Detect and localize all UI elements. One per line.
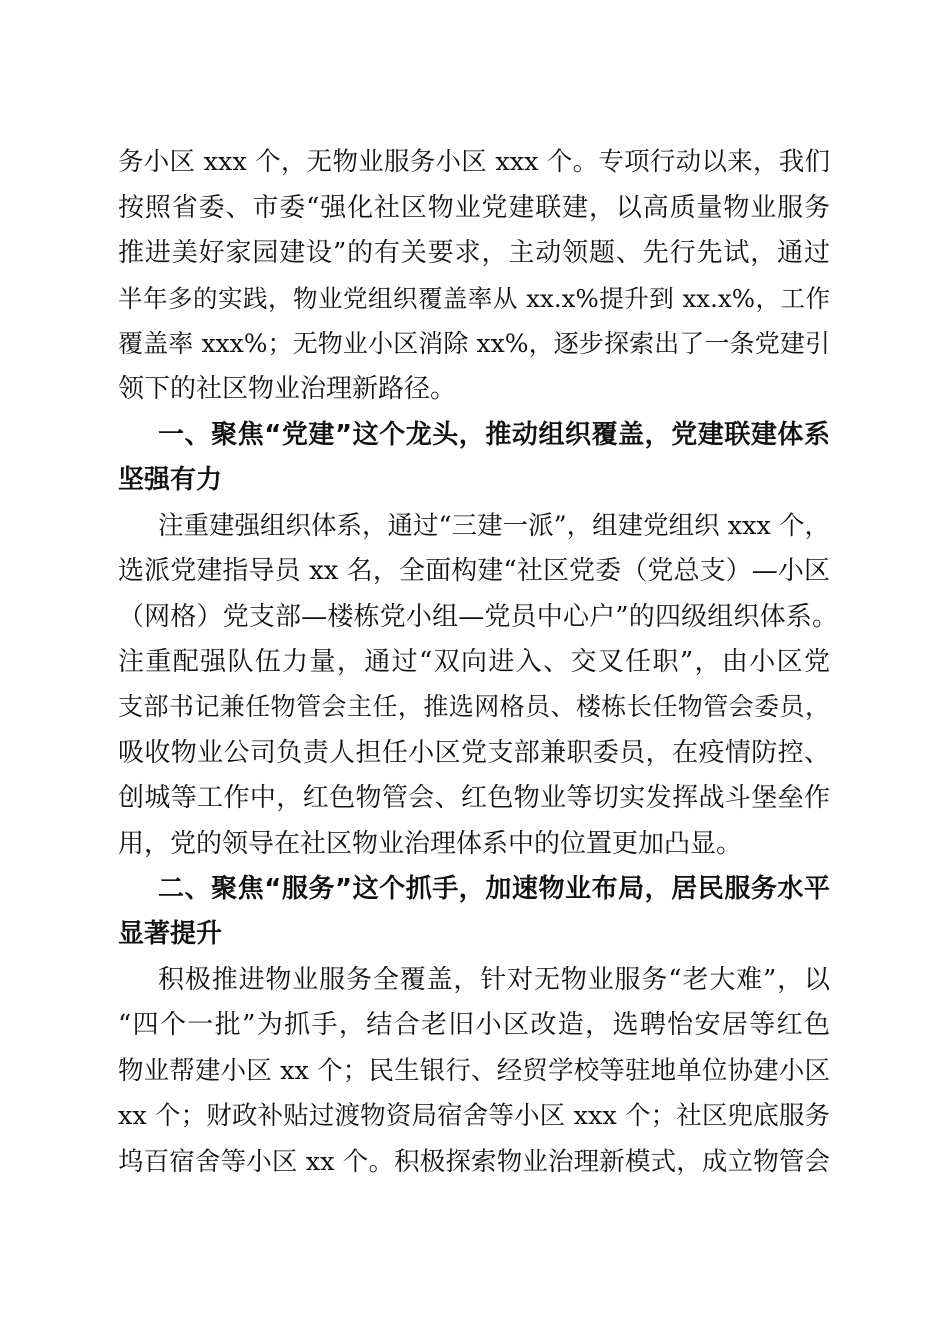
section2-body-line-3: 物业帮建小区 xx 个；民生银行、经贸学校等驻地单位协建小区 bbox=[118, 1056, 830, 1086]
intro-line-5: 覆盖率 xxx%；无物业小区消除 xx%，逐步探索出了一条党建引 bbox=[118, 329, 830, 358]
section2-heading-line-2: 显著提升 bbox=[118, 919, 223, 949]
section1-body-line-1: 注重建强组织体系，通过“三建一派”，组建党组织 xxx 个， bbox=[158, 511, 830, 541]
section1-body-line-4: 注重配强队伍力量，通过“双向进入、交叉任职”，由小区党 bbox=[118, 647, 830, 677]
intro-line-4: 半年多的实践，物业党组织覆盖率从 xx.x%提升到 xx.x%，工作 bbox=[118, 284, 830, 313]
intro-line-1: 务小区 xxx 个，无物业服务小区 xxx 个。专项行动以来，我们 bbox=[118, 147, 830, 177]
section1-body-line-5: 支部书记兼任物管会主任，推选网格员、楼栋长任物管会委员， bbox=[118, 692, 830, 721]
intro-line-3: 推进美好家园建设”的有关要求，主动领题、先行先试，通过 bbox=[118, 238, 830, 268]
section2-body-line-5: 坞百宿舍等小区 xx 个。积极探索物业治理新模式，成立物管会 bbox=[118, 1147, 830, 1177]
intro-line-6: 领下的社区物业治理新路径。 bbox=[118, 374, 457, 404]
section1-heading-line-1: 一、聚焦“党建”这个龙头，推动组织覆盖，党建联建体系 bbox=[158, 420, 830, 450]
section1-body-line-3: （网格）党支部—楼栋党小组—党员中心户”的四级组织体系。 bbox=[118, 602, 838, 632]
intro-line-2: 按照省委、市委“强化社区物业党建联建，以高质量物业服务 bbox=[118, 193, 830, 223]
section1-heading-line-2: 坚强有力 bbox=[118, 465, 223, 495]
section2-heading-line-1: 二、聚焦“服务”这个抓手，加速物业布局，居民服务水平 bbox=[158, 874, 830, 904]
section1-body-line-8: 用，党的领导在社区物业治理体系中的位置更加凸显。 bbox=[118, 829, 743, 859]
section1-body-line-7: 创城等工作中，红色物管会、红色物业等切实发挥战斗堡垒作 bbox=[118, 783, 830, 813]
section1-body-line-2: 选派党建指导员 xx 名，全面构建“社区党委（党总支）—小区 bbox=[118, 556, 830, 586]
section1-body-line-6: 吸收物业公司负责人担任小区党支部兼职委员，在疫情防控、 bbox=[118, 738, 830, 768]
section2-body-line-4: xx 个；财政补贴过渡物资局宿舍等小区 xxx 个；社区兜底服务 bbox=[118, 1101, 830, 1131]
section2-body-line-2: “四个一批”为抓手，结合老旧小区改造，选聘怡安居等红色 bbox=[118, 1010, 830, 1040]
section2-body-line-1: 积极推进物业服务全覆盖，针对无物业服务“老大难”，以 bbox=[158, 965, 830, 995]
